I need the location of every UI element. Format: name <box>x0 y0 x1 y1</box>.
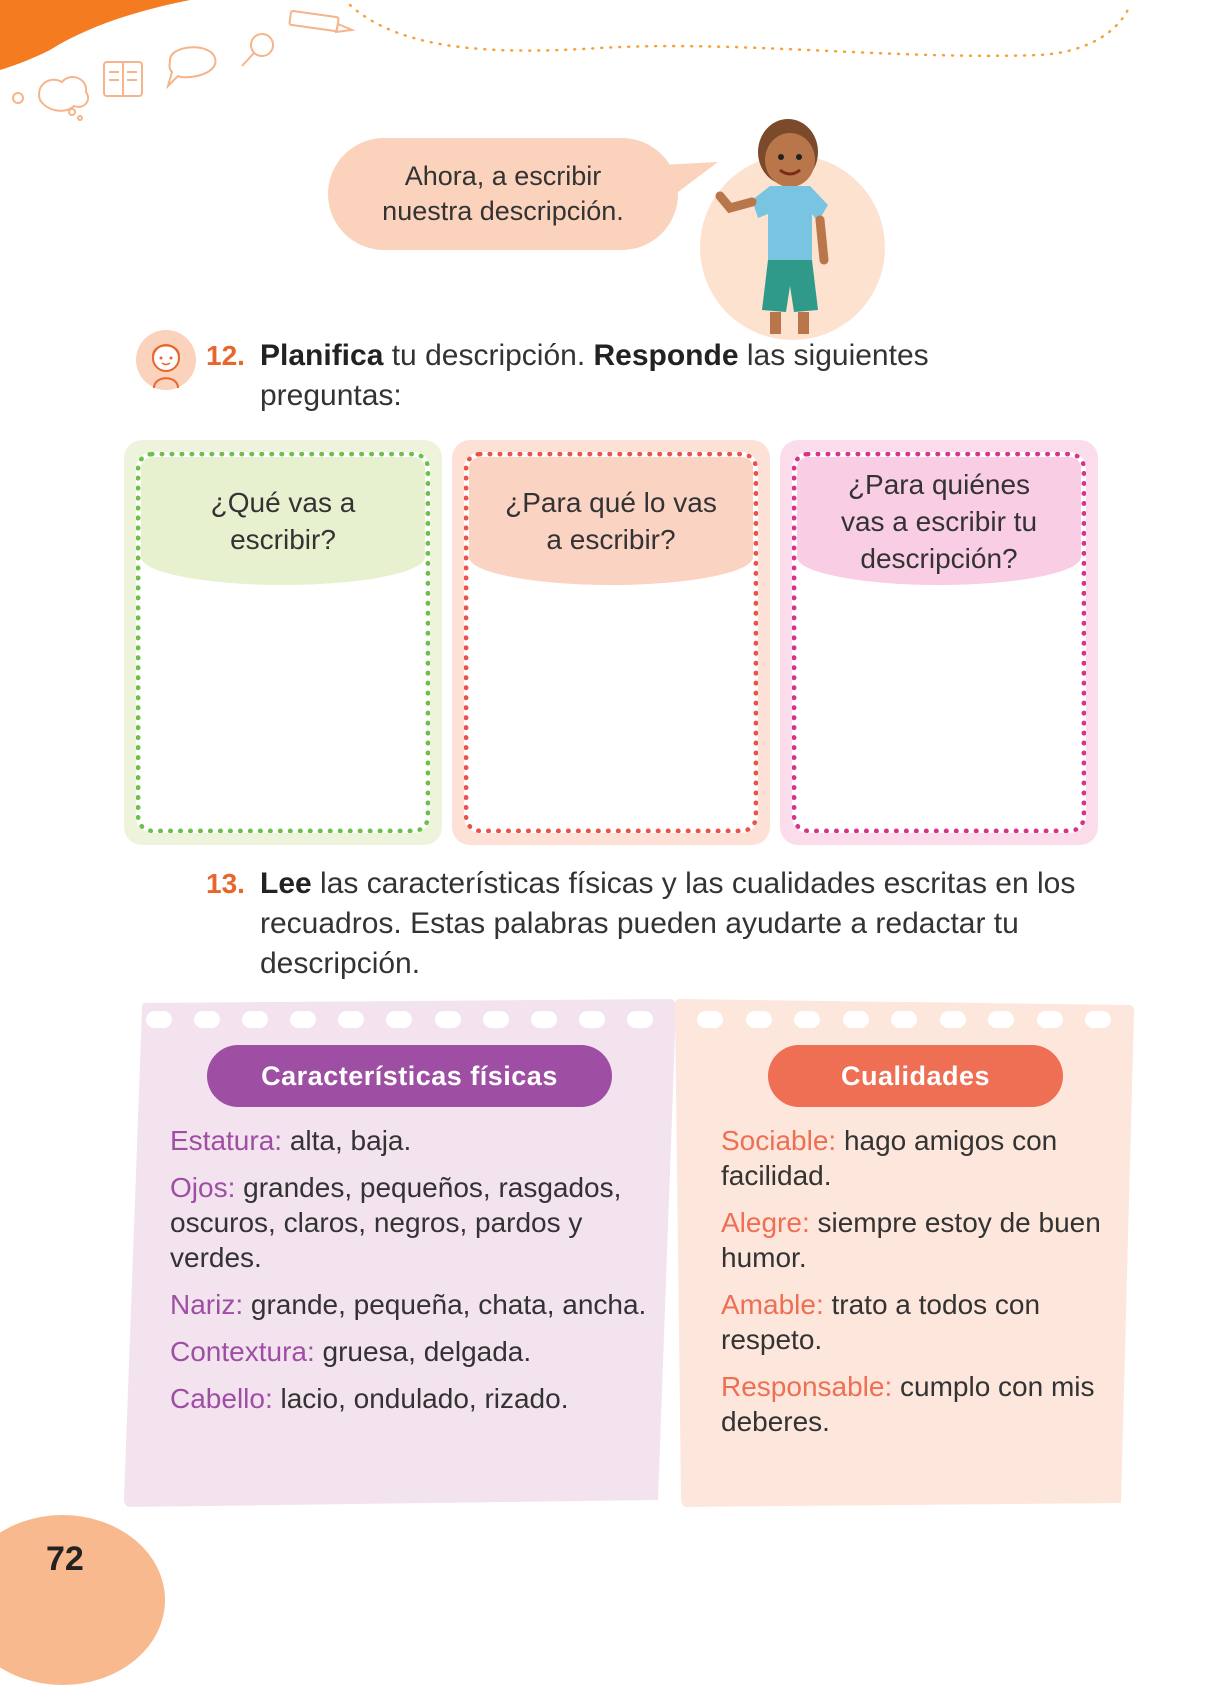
term-description: grande, pequeña, chata, ancha. <box>243 1289 647 1320</box>
list-item <box>170 1170 647 1275</box>
exercise-12-verb-2: Responde <box>593 339 739 372</box>
question-header <box>797 457 1081 585</box>
term-description: hago amigos con facilidad. <box>721 1125 1058 1191</box>
term-label: Sociable: <box>721 1125 837 1156</box>
question-card-who <box>780 440 1098 845</box>
speech-line-2: nuestra descripción. <box>382 196 624 226</box>
question-line: ¿Para qué lo vas <box>505 487 717 518</box>
qualities-panel <box>673 995 1135 1515</box>
term-description: alta, baja. <box>282 1125 412 1156</box>
term-label: Ojos: <box>170 1172 236 1203</box>
list-item <box>721 1287 1105 1357</box>
page-number: 72 <box>46 1540 84 1578</box>
term-description: lacio, ondulado, rizado. <box>272 1383 569 1414</box>
binder-holes <box>146 1011 653 1028</box>
physical-characteristics-panel <box>122 995 677 1515</box>
exercise-13-number: 13. <box>206 868 245 899</box>
question-header <box>141 457 425 585</box>
list-item <box>721 1369 1105 1439</box>
exercise-12-instruction <box>260 336 960 416</box>
answer-box-who[interactable] <box>792 452 1086 833</box>
term-description: siempre estoy de buen humor. <box>721 1207 1101 1273</box>
term-label: Estatura: <box>170 1125 283 1156</box>
list-item <box>170 1381 647 1416</box>
list-item <box>721 1123 1105 1193</box>
list-item <box>170 1287 647 1322</box>
term-label: Contextura: <box>170 1336 315 1367</box>
question-line: vas a escribir tu <box>840 505 1038 537</box>
list-item <box>721 1205 1105 1275</box>
exercise-12-number: 12. <box>206 340 245 371</box>
answer-box-why[interactable] <box>464 452 758 833</box>
list-item <box>170 1334 647 1369</box>
stationery-icons <box>0 0 360 130</box>
question-header <box>469 457 753 585</box>
term-label: Cabello: <box>170 1383 273 1414</box>
speech-line-1: Ahora, a escribir <box>404 161 602 191</box>
exercise-13-instruction <box>260 864 1130 984</box>
exercise-13-text: las características físicas y las cualidades escritas en los recuadros. Estas palabras pueden ayudarte a redactar tu descripción. <box>260 867 1076 980</box>
question-line: escribir? <box>230 524 336 555</box>
qualities-list <box>721 1123 1105 1451</box>
question-card-why <box>452 440 770 845</box>
term-label: Responsable: <box>721 1371 893 1402</box>
qualities-title-badge: Cualidades <box>768 1045 1063 1107</box>
student-icon <box>136 330 196 390</box>
term-description: gruesa, delgada. <box>314 1336 532 1367</box>
exercise-13-verb: Lee <box>260 867 312 900</box>
term-description: trato a todos con respeto. <box>721 1289 1041 1355</box>
question-line: ¿Qué vas a <box>210 487 356 518</box>
physical-list <box>170 1123 647 1428</box>
term-label: Amable: <box>721 1289 824 1320</box>
question-line: descripción? <box>860 542 1018 574</box>
term-description: cumplo con mis deberes. <box>721 1371 1095 1437</box>
term-label: Alegre: <box>721 1207 810 1238</box>
list-item <box>170 1123 647 1158</box>
physical-title-badge: Características físicas <box>207 1045 612 1107</box>
question-line: a escribir? <box>546 524 676 555</box>
term-label: Nariz: <box>170 1289 244 1320</box>
binder-holes <box>697 1011 1111 1028</box>
exercise-12-text-2: las siguientes preguntas: <box>260 339 929 412</box>
exercise-12-text-1: tu descripción. <box>383 339 594 372</box>
question-line: ¿Para quiénes <box>847 468 1031 500</box>
exercise-12-verb-1: Planifica <box>260 339 384 372</box>
boy-illustration <box>700 110 880 340</box>
dotted-line-decoration <box>340 0 1140 80</box>
term-description: grandes, pequeños, rasgados, oscuros, claros, negros, pardos y verdes. <box>170 1172 622 1273</box>
speech-bubble <box>328 138 678 250</box>
answer-box-what[interactable] <box>136 452 430 833</box>
question-card-what <box>124 440 442 845</box>
